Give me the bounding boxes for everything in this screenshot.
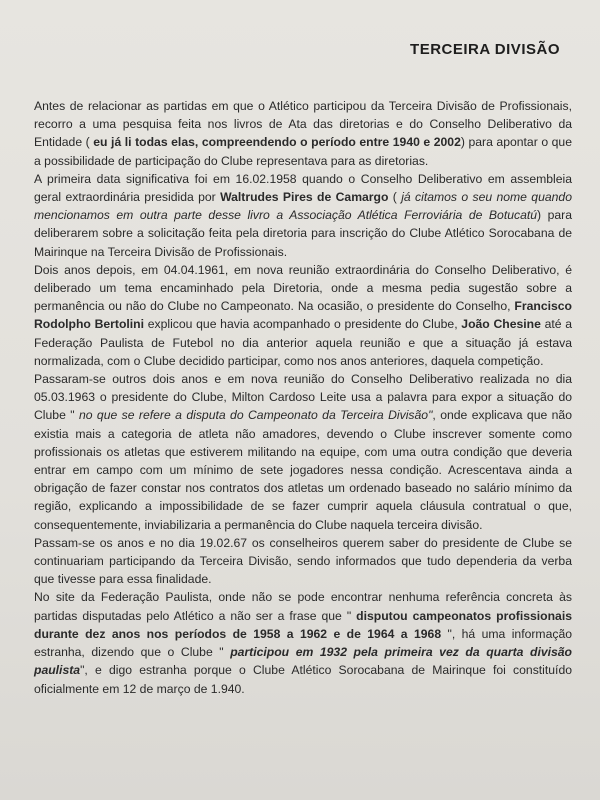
paragraph-6-bold-2: participou em 1932 pela primeira vez da quarta divisão paulista <box>34 645 573 678</box>
paragraph-3-text-end: até a Federação Paulista de Futebol no dia anterior aquela reunião e que a situação já estava normalizada, com o Clube decidido participar, como nos anos anteriores, daquela competição. <box>34 317 573 368</box>
paragraph-2 <box>34 170 572 261</box>
paragraph-3 <box>34 261 572 370</box>
paragraph-2-italic: já citamos o seu nome quando mencionamos em outra parte desse livro a Associação Atlética Ferroviária de Botucatú <box>34 190 572 223</box>
paragraph-1-bold: eu já li todas elas, compreendendo o período entre 1940 e 2002 <box>93 135 461 150</box>
paragraph-4-text: Passaram-se outros dois anos e em nova reunião do Conselho Deliberativo realizada no dia 05.03.1963 o presidente do Clube, Milton Cardoso Leite usa a palavra para expor a situação do Clube " <box>34 372 572 423</box>
paragraph-6-text: No site da Federação Paulista, onde não se pode encontrar nenhuma referência concreta às partidas disputadas pelo Atlético a não ser a frase que " <box>34 590 572 623</box>
paragraph-1 <box>34 97 572 170</box>
paragraph-4-italic: no que se refere a disputa do Campeonato da Terceira Divisão" <box>78 408 433 423</box>
body-text <box>34 97 572 698</box>
paragraph-2-paren: ( <box>388 190 402 205</box>
paragraph-4 <box>34 370 572 534</box>
paragraph-3-name-1: Francisco Rodolpho Bertolini <box>34 299 572 332</box>
paragraph-6-bold-1: disputou campeonatos profissionais durante dez anos nos períodos de 1958 a 1962 e de 1964 a 1968 <box>34 608 573 641</box>
paragraph-6 <box>34 588 572 697</box>
paragraph-5-text: Passam-se os anos e no dia 19.02.67 os conselheiros querem saber do presidente de Clube se continuariam participando da Terceira Divisão, sendo informados que tudo dependeria da verba que tivesse para essa finalidade. <box>34 535 572 587</box>
paragraph-3-text: Dois anos depois, em 04.04.1961, em nova reunião extraordinária do Conselho Deliberativo, é deliberado um tema encaminhado pela Diretoria, onde a mesma pedia sugestão sobre a permanência ou não do Clube no Campeonato. Na ocasião, o presidente do Conselho, <box>34 262 572 314</box>
page-title: TERCEIRA DIVISÃO <box>410 41 560 58</box>
paragraph-3-mid: explicou que havia acompanhado o presidente do Clube, <box>144 317 462 332</box>
paragraph-5 <box>34 534 572 589</box>
paragraph-2-text: A primeira data significativa foi em 16.02.1958 quando o Conselho Deliberativo em assembleia geral extraordinária presidida por <box>34 171 572 205</box>
paragraph-2-text-end: ) para deliberarem sobre a solicitação feita pela diretoria para inscrição do Clube Atlético Sorocabana de Mairinque na Terceira Divisão de Profissionais. <box>34 208 572 259</box>
paragraph-1-text: Antes de relacionar as partidas em que o Atlético participou da Terceira Divisão de Profissionais, recorro a uma pesquisa feita nos livros de Ata das diretorias e do Conselho Deliberativo da Entidade ( <box>34 99 572 150</box>
paragraph-6-mid: ", há uma informação estranha, dizendo que o Clube " <box>34 626 573 660</box>
paragraph-1-text-end: ) para apontar o que a possibilidade de participação do Clube representava para as diretorias. <box>34 135 572 168</box>
paragraph-6-text-end: ", e digo estranha porque o Clube Atlético Sorocabana de Mairinque foi constituído oficialmente em 12 de março de 1.940. <box>34 663 572 696</box>
paragraph-2-name: Waltrudes Pires de Camargo <box>220 190 389 205</box>
paragraph-4-text-end: , onde explicava que não existia mais a categoria de atleta não amadores, devendo o Clube inscrever somente como profissionais os atletas que estiverem militando na equipe, com uma outra condição que deveria entrar em campo com um mínimo de sete jogadores nessa condição. Acrescentava ainda a obrigação de fazer constar nos contratos dos atletas um ordenado baseado no salário mínimo da região, explicando a impossibilidade de se fazer cumprir aquela cláusula contratual o que, consequentemente, inviabilizaria a permanência do Clube naquela terceira divisão. <box>34 408 572 532</box>
paragraph-3-name-2: João Chesine <box>461 317 541 332</box>
